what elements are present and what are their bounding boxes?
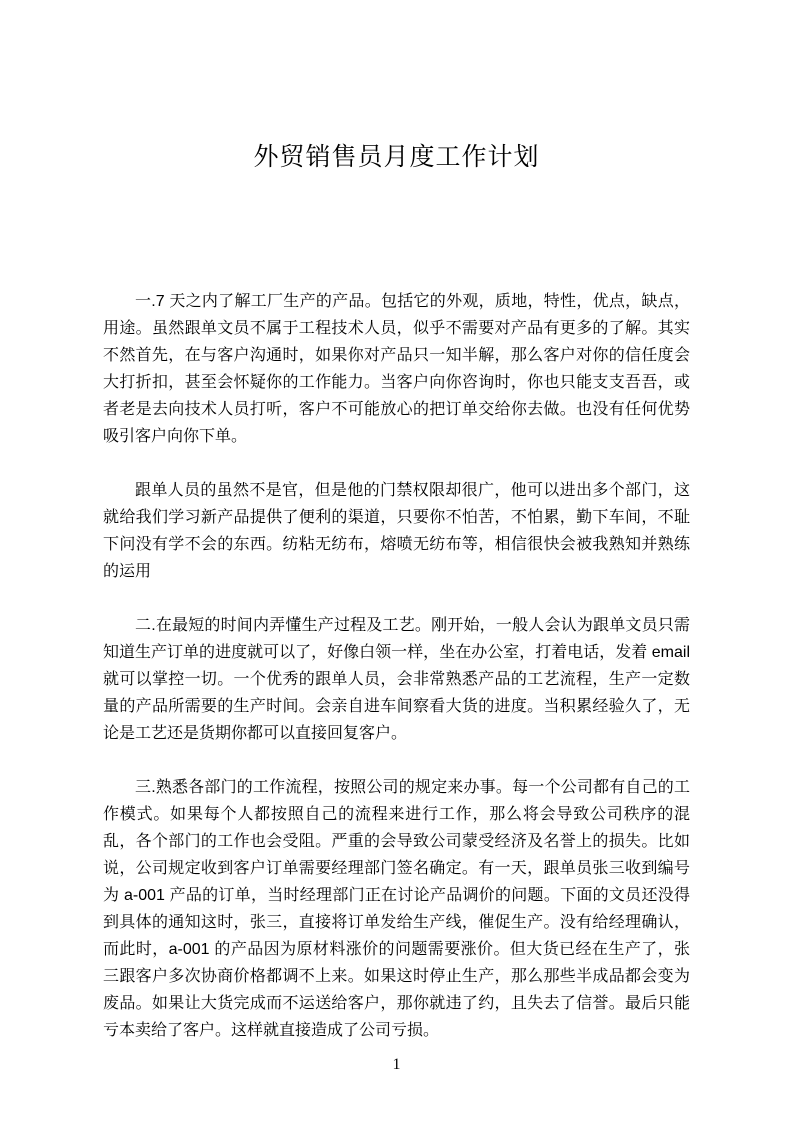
paragraph-2: 跟单人员的虽然不是官，但是他的门禁权限却很广，他可以进出多个部门，这就给我们学习新产品提供了便利的渠道，只要你不怕苦，不怕累，勤下车间，不耻下问没有学不会的东西。纺粘无纺布，熔喷无纺布等，相信很快会被我熟知并熟练的运用	[103, 482, 690, 580]
page-content	[103, 143, 690, 1071]
paragraph-1: 一.7 天之内了解工厂生产的产品。包括它的外观，质地，特性，优点，缺点，用途。虽然跟单文员不属于工程技术人员，似乎不需要对产品有更多的了解。其实不然首先，在与客户沟通时，如果你对产品只一知半解，那么客户对你的信任度会大打折扣，甚至会怀疑你的工作能力。当客户向你咨询时，你也只能支支吾吾，或者老是去向技术人员打听，客户不可能放心的把订单交给你去做。也没有任何优势吸引客户向你下单。	[103, 293, 690, 445]
document-body	[103, 288, 690, 1044]
page-title: 外贸销售员月度工作计划	[253, 143, 540, 171]
page-number: 1	[392, 1056, 401, 1073]
paragraph-3: 二.在最短的时间内弄懂生产过程及工艺。刚开始，一般人会认为跟单文员只需知道生产订单的进度就可以了，好像白领一样，坐在办公室，打着电话，发着 email 就可以掌控一切。一个优秀的跟单人员，会非常熟悉产品的工艺流程，生产一定数量的产品所需要的生产时间。会亲自进车间察看大货的进度。当积累经验久了，无论是工艺还是货期你都可以直接回复客户。	[103, 617, 690, 742]
paragraph-4: 三.熟悉各部门的工作流程，按照公司的规定来办事。每一个公司都有自己的工作模式。如果每个人都按照自己的流程来进行工作，那么将会导致公司秩序的混乱，各个部门的工作也会受阻。严重的会导致公司蒙受经济及名誉上的损失。比如说，公司规定收到客户订单需要经理部门签名确定。有一天，跟单员张三收到编号为 a-001 产品的订单，当时经理部门正在讨论产品调价的问题。下面的文员还没得到具体的通知这时，张三，直接将订单发给生产线，催促生产。没有给经理确认，而此时，a-001 的产品因为原材料涨价的问题需要涨价。但大货已经在生产了，张三跟客户多次协商价格都调不上来。如果这时停止生产，那么那些半成品都会变为废品。如果让大货完成而不运送给客户，那你就违了约，且失去了信誉。最后只能亏本卖给了客户。这样就直接造成了公司亏损。	[103, 779, 690, 1039]
